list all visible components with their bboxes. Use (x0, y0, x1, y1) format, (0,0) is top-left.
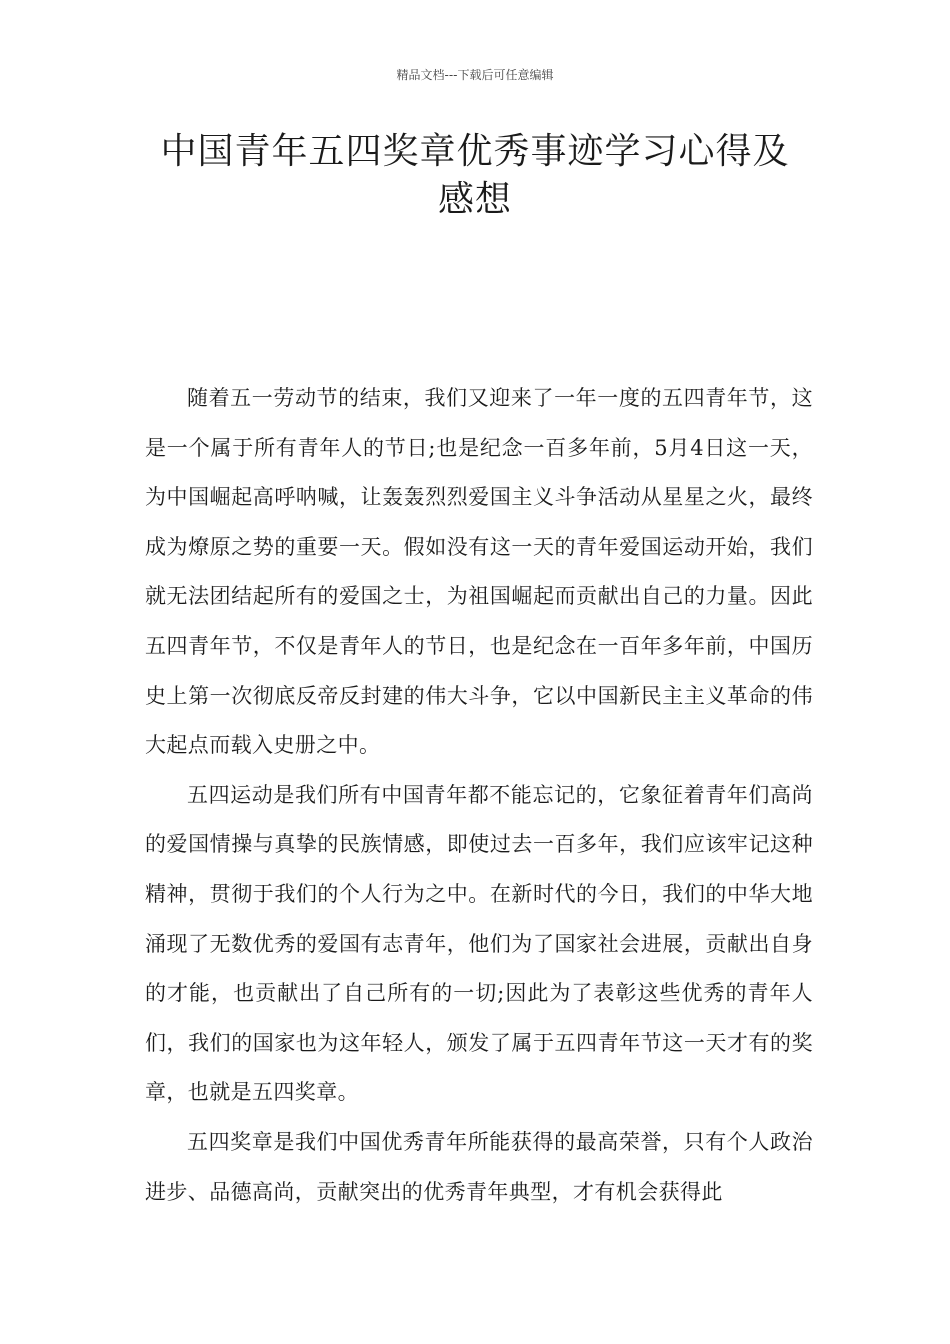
header-note: 精品文档---下载后可任意编辑 (396, 68, 554, 82)
title-line-1: 中国青年五四奖章优秀事迹学习心得及 (160, 131, 790, 172)
paragraph-3: 五四奖章是我们中国优秀青年所能获得的最高荣誉，只有个人政治进步、品德高尚，贡献突出的优秀青年典型，才有机会获得此 (145, 1129, 813, 1204)
paragraph-1: 随着五一劳动节的结束，我们又迎来了一年一度的五四青年节，这是一个属于所有青年人的节日;也是纪念一百多年前，5月4日这一天，为中国崛起高呼呐喊，让轰轰烈烈爱国主义斗争活动从星星之火，最终成为燎原之势的重要一天。假如没有这一天的青年爱国运动开始，我们就无法团结起所有的爱国之士，为祖国崛起而贡献出自己的力量。因此五四青年节，不仅是青年人的节日，也是纪念在一百年多年前，中国历史上第一次彻底反帝反封建的伟大斗争，它以中国新民主主义革命的伟大起点而载入史册之中。 (145, 386, 813, 758)
document-body (145, 374, 813, 1217)
document-title (120, 128, 830, 224)
title-line-2: 感想 (437, 179, 512, 220)
paragraph-2: 五四运动是我们所有中国青年都不能忘记的，它象征着青年们高尚的爱国情操与真挚的民族情感，即使过去一百多年，我们应该牢记这种精神，贯彻于我们的个人行为之中。在新时代的今日，我们的中华大地涌现了无数优秀的爱国有志青年，他们为了国家社会进展，贡献出自身的才能，也贡献出了自己所有的一切;因此为了表彰这些优秀的青年人们，我们的国家也为这年轻人，颁发了属于五四青年节这一天才有的奖章，也就是五四奖章。 (145, 782, 813, 1105)
